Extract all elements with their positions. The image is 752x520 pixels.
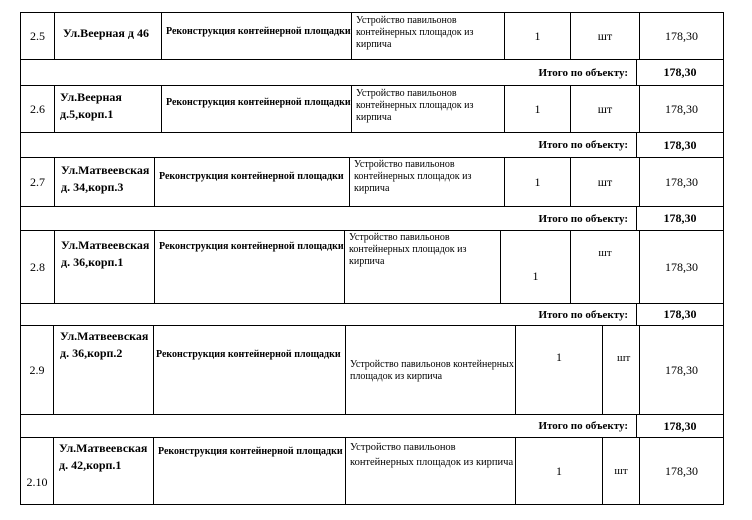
address-cell: Ул.Матвеевская д. 34,корп.3 (54, 158, 154, 206)
object-total-value: 178,30 (636, 415, 723, 437)
description-cell: Устройство павильонов контейнерных площадок из кирпича (351, 13, 504, 59)
quantity-cell: 1 (500, 231, 570, 303)
table-row (20, 230, 724, 304)
work-type-cell: Реконструкция контейнерной площадки (153, 438, 345, 504)
row-number: 2.5 (30, 29, 45, 43)
object-total-label: Итого по объекту: (538, 308, 628, 321)
object-total-label: Итого по объекту: (538, 212, 628, 225)
address-cell: Ул.Веерная д 46 (54, 13, 161, 59)
sum-cell: 178,30 (639, 13, 723, 59)
quantity-cell: 1 (515, 438, 602, 504)
address-cell: Ул.Матвеевская д. 36,корп.2 (53, 326, 153, 414)
sum-cell: 178,30 (639, 326, 723, 414)
description-cell: Устройство павильонов контейнерных площадок из кирпича (349, 158, 504, 206)
description-cell: Устройство павильонов контейнерных площадок из кирпича (344, 231, 500, 303)
object-total-value: 178,30 (636, 133, 723, 157)
sum-cell: 178,30 (639, 158, 723, 206)
work-type-cell: Реконструкция контейнерной площадки (153, 326, 345, 414)
address-cell: Ул.Матвеевская д. 36,корп.1 (54, 231, 154, 303)
object-total-value: 178,30 (636, 60, 723, 85)
table-row (20, 85, 724, 133)
unit-cell: шт (570, 158, 639, 206)
work-type-cell: Реконструкция контейнерной площадки (161, 86, 351, 132)
work-type-cell: Реконструкция контейнерной площадки (154, 231, 344, 303)
object-total-row (20, 59, 724, 86)
work-type-cell: Реконструкция контейнерной площадки (154, 158, 349, 206)
quantity-cell: 1 (504, 13, 570, 59)
row-number: 2.8 (30, 260, 45, 274)
object-total-value: 178,30 (636, 207, 723, 230)
table-row (20, 157, 724, 207)
quantity-cell: 1 (504, 158, 570, 206)
sum-cell: 178,30 (639, 231, 723, 303)
quantity-cell: 1 (515, 326, 602, 414)
description-cell: Устройство павильонов контейнерных площадок из кирпича (345, 438, 515, 504)
row-number: 2.7 (30, 175, 45, 189)
table-row (20, 325, 724, 415)
description-cell: Устройство павильонов контейнерных площадок из кирпича (351, 86, 504, 132)
row-number: 2.6 (30, 102, 45, 116)
object-total-value: 178,30 (636, 304, 723, 325)
object-total-row (20, 132, 724, 158)
object-total-row (20, 414, 724, 438)
unit-cell: шт (570, 231, 639, 303)
table-row (20, 437, 724, 505)
row-number: 2.10 (26, 475, 48, 489)
object-total-label: Итого по объекту: (538, 66, 628, 79)
unit-cell: шт (570, 86, 639, 132)
address-cell: Ул.Веерная д.5,корп.1 (54, 86, 161, 132)
description-cell: Устройство павильонов контейнерных площадок из кирпича (345, 326, 515, 414)
sum-cell: 178,30 (639, 438, 723, 504)
quantity-cell: 1 (504, 86, 570, 132)
address-cell: Ул.Матвеевская д. 42,корп.1 (53, 438, 153, 504)
unit-cell: шт (602, 438, 639, 504)
row-number: 2.9 (29, 363, 45, 377)
table-row (20, 12, 724, 60)
object-total-label: Итого по объекту: (538, 139, 628, 151)
object-total-row (20, 303, 724, 326)
work-type-cell: Реконструкция контейнерной площадки (161, 13, 351, 59)
sum-cell: 178,30 (639, 86, 723, 132)
unit-cell: шт (570, 13, 639, 59)
object-total-row (20, 206, 724, 231)
object-total-label: Итого по объекту: (538, 420, 628, 432)
unit-cell: шт (602, 326, 639, 414)
